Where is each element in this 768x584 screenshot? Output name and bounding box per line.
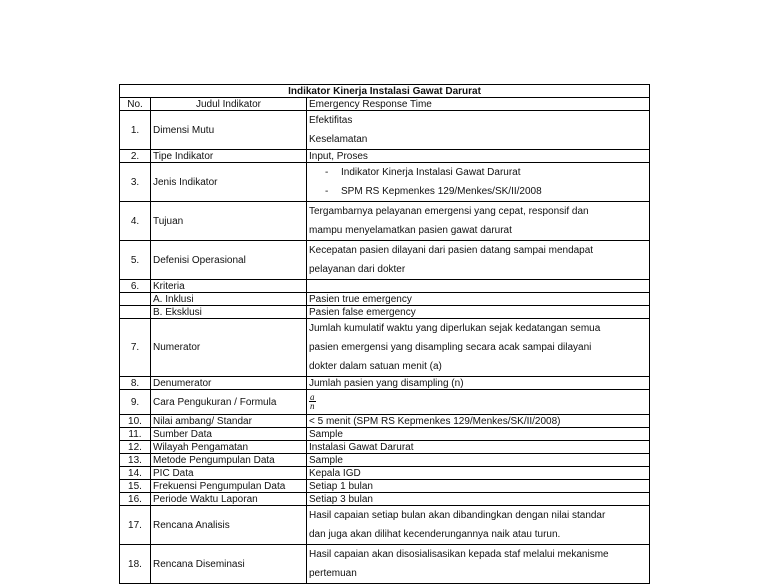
table-row (120, 163, 650, 202)
bullet-dash: - (325, 167, 329, 178)
table-row (120, 415, 650, 428)
row-label: Cara Pengukuran / Formula (151, 390, 307, 415)
table-row (120, 280, 650, 293)
bullet-text: Indikator Kinerja Instalasi Gawat Darurat (341, 167, 521, 178)
header-no: No. (120, 98, 151, 111)
row-label: Frekuensi Pengumpulan Data (151, 480, 307, 493)
row-no: 10. (120, 415, 151, 428)
row-value (307, 545, 650, 584)
row-label: Wilayah Pengamatan (151, 441, 307, 454)
row-no: 2. (120, 150, 151, 163)
table-row (120, 293, 650, 306)
formula-fraction (309, 393, 316, 410)
table-row (120, 306, 650, 319)
row-no: 16. (120, 493, 151, 506)
table-row (120, 319, 650, 377)
bullet-dash: - (325, 186, 329, 197)
row-label: Kriteria (151, 280, 307, 293)
value-line: Kecepatan pasien dilayani dari pasien datang sampai mendapat (309, 245, 594, 256)
row-label: Jenis Indikator (151, 163, 307, 202)
row-label: Metode Pengumpulan Data (151, 454, 307, 467)
value-line: Hasil capaian setiap bulan akan dibandingkan dengan nilai standar (309, 510, 606, 521)
row-value: Setiap 1 bulan (307, 480, 650, 493)
row-value (307, 319, 650, 377)
row-value (307, 163, 650, 202)
value-line: Keselamatan (309, 134, 368, 145)
table-row (120, 428, 650, 441)
row-no: 14. (120, 467, 151, 480)
row-value (307, 390, 650, 415)
value-line: Jumlah kumulatif waktu yang diperlukan sejak kedatangan semua (309, 323, 601, 334)
row-value (307, 241, 650, 280)
table-row (120, 467, 650, 480)
table-row (120, 202, 650, 241)
row-value: Pasien false emergency (307, 306, 650, 319)
row-no: 6. (120, 280, 151, 293)
table-row (120, 441, 650, 454)
row-label: B. Eksklusi (151, 306, 307, 319)
header-value: Emergency Response Time (307, 98, 650, 111)
row-value: Sample (307, 454, 650, 467)
value-line: mampu menyelamatkan pasien gawat darurat (309, 225, 512, 236)
indicator-table (119, 84, 650, 584)
row-no: 5. (120, 241, 151, 280)
row-label: A. Inklusi (151, 293, 307, 306)
value-line: pelayanan dari dokter (309, 264, 406, 275)
row-value: < 5 menit (SPM RS Kepmenkes 129/Menkes/SK/II/2008) (307, 415, 650, 428)
row-no: 15. (120, 480, 151, 493)
value-line: Tergambarnya pelayanan emergensi yang cepat, responsif dan (309, 206, 589, 217)
row-no: 3. (120, 163, 151, 202)
table-header-row (120, 98, 650, 111)
row-label: Dimensi Mutu (151, 111, 307, 150)
row-no: 1. (120, 111, 151, 150)
row-no: 8. (120, 377, 151, 390)
bullet-item (309, 163, 647, 182)
row-value: Sample (307, 428, 650, 441)
row-no: 18. (120, 545, 151, 584)
formula-numerator: a (310, 391, 315, 402)
row-no: 7. (120, 319, 151, 377)
row-value (307, 111, 650, 150)
row-no: 4. (120, 202, 151, 241)
row-no-empty (120, 306, 151, 319)
value-line: Hasil capaian akan disosialisasikan kepada staf melalui mekanisme (309, 549, 609, 560)
table-row (120, 493, 650, 506)
value-line: dan juga akan dilihat kecenderungannya naik atau turun. (309, 529, 561, 540)
row-value: Kepala IGD (307, 467, 650, 480)
table-row (120, 150, 650, 163)
row-no: 17. (120, 506, 151, 545)
table-title: Indikator Kinerja Instalasi Gawat Darurat (120, 85, 650, 98)
row-value: Instalasi Gawat Darurat (307, 441, 650, 454)
table-row (120, 390, 650, 415)
row-value (307, 202, 650, 241)
value-line: pertemuan (309, 568, 357, 579)
bullet-item (309, 182, 647, 201)
row-no: 11. (120, 428, 151, 441)
row-no-empty (120, 293, 151, 306)
table-row (120, 480, 650, 493)
table-row (120, 241, 650, 280)
row-value: Input, Proses (307, 150, 650, 163)
value-line: Efektifitas (309, 115, 353, 126)
row-value: Setiap 3 bulan (307, 493, 650, 506)
row-label: Tujuan (151, 202, 307, 241)
row-label: Numerator (151, 319, 307, 377)
row-label: Sumber Data (151, 428, 307, 441)
row-no: 13. (120, 454, 151, 467)
table-title-row (120, 85, 650, 98)
table-row (120, 454, 650, 467)
value-line: pasien emergensi yang disampling secara acak sampai dilayani (309, 342, 592, 353)
table-row (120, 506, 650, 545)
row-label: PIC Data (151, 467, 307, 480)
row-value (307, 280, 650, 293)
row-value: Pasien true emergency (307, 293, 650, 306)
row-value: Jumlah pasien yang disampling (n) (307, 377, 650, 390)
row-label: Periode Waktu Laporan (151, 493, 307, 506)
table-row (120, 545, 650, 584)
row-label: Rencana Analisis (151, 506, 307, 545)
table-row (120, 111, 650, 150)
row-no: 9. (120, 390, 151, 415)
header-judul: Judul Indikator (151, 98, 307, 111)
row-label: Denumerator (151, 377, 307, 390)
row-label: Defenisi Operasional (151, 241, 307, 280)
table-row (120, 377, 650, 390)
formula-denominator: n (310, 400, 315, 411)
row-value (307, 506, 650, 545)
bullet-text: SPM RS Kepmenkes 129/Menkes/SK/II/2008 (341, 186, 542, 197)
value-line: dokter dalam satuan menit (a) (309, 361, 442, 372)
row-label: Tipe Indikator (151, 150, 307, 163)
row-no: 12. (120, 441, 151, 454)
row-label: Nilai ambang/ Standar (151, 415, 307, 428)
row-label: Rencana Diseminasi (151, 545, 307, 584)
